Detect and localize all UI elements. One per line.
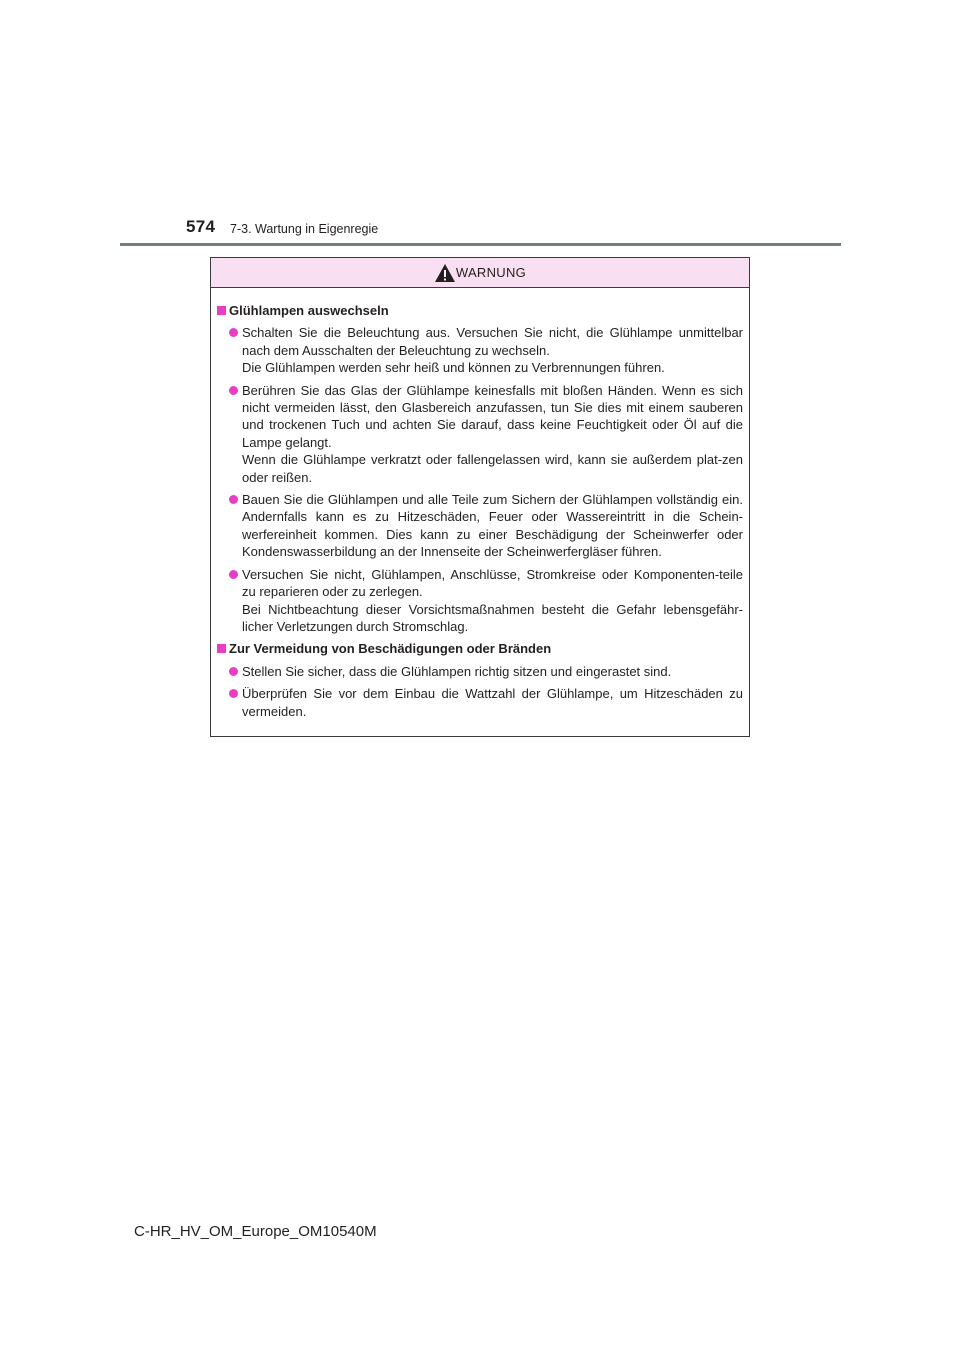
item-text: Wenn die Glühlampe verkratzt oder fallengelassen wird, kann sie außerdem plat-zen oder reißen. <box>242 452 743 485</box>
square-bullet-icon <box>217 644 226 653</box>
list-item <box>217 566 743 636</box>
warning-box <box>210 257 750 737</box>
list-item <box>217 685 743 720</box>
round-bullet-icon <box>229 495 238 504</box>
round-bullet-icon <box>229 570 238 579</box>
warning-title: WARNUNG <box>455 265 527 280</box>
item-text: Schalten Sie die Beleuchtung aus. Versuchen Sie nicht, die Glühlampe unmittelbar nach dem Ausschalten der Beleuchtung zu wechseln. <box>242 325 743 358</box>
round-bullet-icon <box>229 667 238 676</box>
page-number: 574 <box>186 217 216 236</box>
list-item <box>217 382 743 486</box>
section-heading <box>217 640 743 657</box>
warning-body <box>211 288 749 720</box>
item-text: Stellen Sie sicher, dass die Glühlampen richtig sitzen und eingerastet sind. <box>242 663 672 679</box>
section-heading-text: Glühlampen auswechseln <box>229 303 389 318</box>
section-title: 7-3. Wartung in Eigenregie <box>230 222 379 236</box>
section-heading <box>217 302 743 319</box>
round-bullet-icon <box>229 689 238 698</box>
item-text: Bauen Sie die Glühlampen und alle Teile zum Sichern der Glühlampen vollständig ein. Andernfalls kann es zu Hitzeschäden, Feuer oder Wassereintritt in die Schein-werfereinheit kommen. Dies kann zu einer Beschädigung der Scheinwerfer oder Kondenswasserbildung an der Innenseite der Scheinwerfergläser führen. <box>242 492 743 560</box>
list-item <box>217 324 743 376</box>
square-bullet-icon <box>217 306 226 315</box>
item-text: Bei Nichtbeachtung dieser Vorsichtsmaßnahmen besteht die Gefahr lebensgefähr-licher Verletzungen durch Stromschlag. <box>242 601 743 634</box>
round-bullet-icon <box>229 328 238 337</box>
section-heading-text: Zur Vermeidung von Beschädigungen oder Bränden <box>229 641 552 657</box>
item-text: Die Glühlampen werden sehr heiß und können zu Verbrennungen führen. <box>242 360 665 376</box>
list-item <box>217 491 743 561</box>
item-text: Überprüfen Sie vor dem Einbau die Wattzahl der Glühlampe, um Hitzeschäden zu vermeiden. <box>242 686 743 719</box>
item-text: Berühren Sie das Glas der Glühlampe keinesfalls mit bloßen Händen. Wenn es sich nicht vermeiden lässt, den Glasbereich anzufassen, tun Sie dies mit einem sauberen und trockenen Tuch und achten Sie darauf, dass keine Feuchtigkeit oder Öl auf die Lampe gelangt. <box>242 382 743 450</box>
header-divider <box>120 243 841 246</box>
round-bullet-icon <box>229 386 238 395</box>
warning-triangle-icon <box>434 263 456 283</box>
list-item <box>217 663 743 680</box>
warning-header <box>211 258 749 288</box>
document-code: C-HR_HV_OM_Europe_OM10540M <box>134 1223 377 1240</box>
item-text: Versuchen Sie nicht, Glühlampen, Anschlüsse, Stromkreise oder Komponenten-teile zu reparieren oder zu zerlegen. <box>242 566 743 600</box>
